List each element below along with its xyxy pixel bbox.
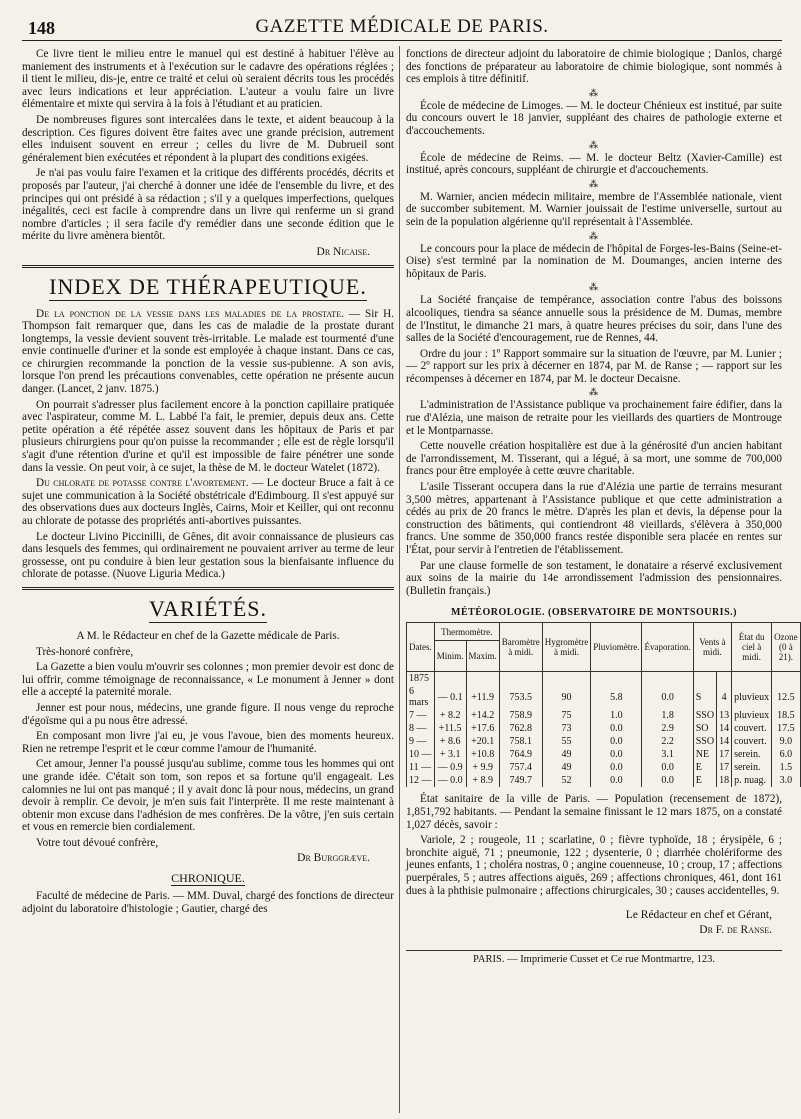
meteo-cell-date: 11 — xyxy=(407,761,435,774)
index-title xyxy=(22,274,394,300)
meteo-cell-evap: 2.9 xyxy=(642,722,693,735)
meteo-cell-hygro: 75 xyxy=(542,709,590,722)
meteo-header-minim: Minim. xyxy=(434,640,466,672)
letter-signature: Dr Burggræve. xyxy=(297,852,370,865)
meteo-header-evap: Évaporation. xyxy=(642,623,693,672)
meteo-cell-hygro: 49 xyxy=(542,761,590,774)
meteo-header-hygro: Hygromètre à midi. xyxy=(542,623,590,672)
meteo-cell-force: 17 xyxy=(717,748,732,761)
section-rule xyxy=(22,587,394,590)
separator-stars: ⁂ xyxy=(589,230,599,241)
meteo-cell-date: 12 — xyxy=(407,774,435,787)
meteo-cell-hygro: 55 xyxy=(542,735,590,748)
news-warnier: M. Warnier, ancien médecin militaire, membre de l'Assemblée nationale, vient de succomber subitement. M. Warnier jouissait de l'estime universelle, surtout au sein de la population algérienne qu'il représentait à l'Assemblée. xyxy=(406,190,782,228)
letter-salutation: Très-honoré confrère, xyxy=(36,645,134,658)
letter-paragraph: Jenner est pour nous, médecins, une grande figure. Il nous venge du reproche d'égoïsme qui a pu nous être adressé. xyxy=(22,701,394,727)
chronique-title-text: CHRONIQUE. xyxy=(171,871,245,886)
meteo-cell-max: +11.9 xyxy=(466,685,499,709)
letter-closing: Votre tout dévoué confrère, xyxy=(36,836,159,849)
section-rule xyxy=(22,265,394,268)
meteo-cell-baro: 762.8 xyxy=(499,722,542,735)
meteo-cell-date: 7 — xyxy=(407,709,435,722)
meteo-cell-baro: 758.9 xyxy=(499,709,542,722)
imprint-line: PARIS. — Imprimerie Cusset et Ce rue Montmartre, 123. xyxy=(406,950,782,965)
review-paragraph: Je n'ai pas voulu faire l'examen et la critique des différents procédés, décrits et proposés par l'auteur, j'ai cherché à donner une idée de l'ensemble du livre, et des principes qui ont présidé à sa rédaction ; s'il y a quelques imperfections, quelques inégalités, ceci est facile à comprendre dans un livre qui renferme un si grand nombre d'articles ; il sera facile d'y remédier dans une seconde édition que le mérite du livre amènera bientôt. xyxy=(22,167,394,243)
varietes-title-text: VARIÉTÉS. xyxy=(149,595,267,621)
review-paragraph: De nombreuses figures sont intercalées dans le texte, et aident beaucoup à la description. Ces figures doivent être faites avec une grande précision, autrement elles induisent souvent en erreur ; celles du livre de M. Dubrueil sont généralement bien exécutées et répondent à la plupart des conditions exigées. xyxy=(22,113,394,164)
meteo-cell-ciel: couvert. xyxy=(732,722,772,735)
meteo-cell-ciel: p. nuag. xyxy=(732,774,772,787)
meteo-cell-hygro: 52 xyxy=(542,774,590,787)
news-reims: École de médecine de Reims. — M. le docteur Beltz (Xavier-Camille) est institué, après concours, suppléant de chirurgie et d'accouchements. xyxy=(406,151,782,177)
meteo-cell-force: 18 xyxy=(717,774,732,787)
review-paragraph: Ce livre tient le milieu entre le manuel qui est destiné à habituer l'élève au maniement des instruments et à l'exécution sur le cadavre des opérations réglées ; il tient le milieu, dis-je, entre ce traité et celui où seraient décrits tous les procédés avec leurs indications et leur appréciation. L'auteur a voulu faire un livre élémentaire et mixte qui servira à la fois à l'étudiant et au praticien. xyxy=(22,48,394,111)
meteo-cell-force: 14 xyxy=(717,722,732,735)
news-temperance: La Société française de tempérance, association contre l'abus des boissons alcooliques, tiendra sa séance annuelle sous la présidence de M. Dumas, membre de l'Institut, le dimanche 21 mars, à quatre heures précises du soir, dans l'une des salles de la Société d'encouragement, rue de Rennes, 44. xyxy=(406,294,782,345)
meteo-cell-min: — 0.9 xyxy=(434,761,466,774)
meteo-year-row xyxy=(407,672,801,686)
meteo-cell-vent: SSO xyxy=(693,709,716,722)
meteo-body xyxy=(407,672,801,788)
meteo-cell-max: + 8.9 xyxy=(466,774,499,787)
meteo-cell-pluvio: 0.0 xyxy=(591,735,642,748)
meteo-cell-ozone: 1.5 xyxy=(772,761,801,774)
meteo-cell-pluvio: 0.0 xyxy=(591,748,642,761)
separator-stars: ⁂ xyxy=(589,282,599,293)
meteo-cell-ozone: 9.0 xyxy=(772,735,801,748)
meteo-cell-baro: 753.5 xyxy=(499,685,542,709)
sanitaire-details: Variole, 2 ; rougeole, 11 ; scarlatine, 0 ; fièvre typhoïde, 18 ; érysipèle, 6 ; bronchite aiguë, 71 ; pneumonie, 122 ; dysenterie, 0 ; diarrhée cholériforme des jeunes enfants, 1 ; choléra nostras, 0 ; angine couenneuse, 10 ; croup, 17 ; affections puerpérales, 5 ; autres affections aiguës, 269 ; affections chroniques, 461, dont 161 dues à la phthisie pulmonaire ; affections chirurgicales, 30 ; causes accidentelles, 9. xyxy=(406,834,783,897)
column-divider xyxy=(399,46,400,1113)
meteo-cell-max: +14.2 xyxy=(466,709,499,722)
meteo-cell-baro: 757.4 xyxy=(499,761,542,774)
meteo-cell-vent: E xyxy=(693,774,716,787)
separator-stars: ⁂ xyxy=(589,139,599,150)
news-assistance: L'asile Tisserant occupera dans la rue d'Alézia une partie de terrains mesurant 3,500 mètres, appartenant à l'Assistance publique et que cette administration a cédés au prix de 20 francs le mètre. D'après les plan et devis, la dépense pour la construction des bâtiments, qui contiendront 48 vieillards, s'élèvera à 350,000 francs. Une somme de 350,000 francs restée disponible sera placée en rentes sur l'État, pour servir à l'entretien de l'établissement. xyxy=(406,481,782,556)
meteo-cell-ozone: 6.0 xyxy=(772,748,801,761)
meteo-cell-ciel: serein. xyxy=(732,761,772,774)
news-forges: Le concours pour la place de médecin de l'hôpital de Forges-les-Bains (Seine-et-Oise) s'est terminé par la nomination de M. Doumanges, ancien interne des hôpitaux de Paris. xyxy=(406,242,782,280)
varietes-title xyxy=(22,596,394,622)
meteo-cell-min: — 0.1 xyxy=(434,685,466,709)
meteo-cell-ciel: pluvieux xyxy=(732,709,772,722)
meteo-cell-ciel: pluvieux xyxy=(732,685,772,709)
meteo-cell-evap: 1.8 xyxy=(642,709,693,722)
meteo-cell-pluvio: 5.8 xyxy=(591,685,642,709)
meteo-cell-min: + 3.1 xyxy=(434,748,466,761)
article-heading: Du chlorate de potasse contre l'avortement. xyxy=(36,477,249,490)
meteo-cell-max: +17.6 xyxy=(466,722,499,735)
meteo-cell-pluvio: 0.0 xyxy=(591,722,642,735)
meteo-cell-ozone: 18.5 xyxy=(772,709,801,722)
meteo-cell-min: — 0.0 xyxy=(434,774,466,787)
meteo-cell-evap: 2.2 xyxy=(642,735,693,748)
meteo-cell-pluvio: 1.0 xyxy=(591,709,642,722)
meteo-row xyxy=(407,709,801,722)
meteo-cell-vent: NE xyxy=(693,748,716,761)
meteo-cell-date: 8 — xyxy=(407,722,435,735)
meteo-title: MÉTÉOROLOGIE. (OBSERVATOIRE DE MONTSOURIS.) xyxy=(451,607,737,619)
meteo-header-pluvio: Pluviomètre. xyxy=(591,623,642,672)
meteo-cell-ozone: 17.5 xyxy=(772,722,801,735)
article-text: — Sir H. Thompson fait remarquer que, dans les cas de maladie de la prostate durant longtemps, la vessie devient souvent très-irritable. Le malade est tourmenté d'une envie continuelle d'uriner et la sonde est employée à chaque instant. Dans ce cas, ce chirurgien recommande la ponction de la vessie sus-pubienne. A son avis, lorsque l'on prend les précautions convenables, cette opération ne présente aucun danger. (Lancet, 2 janv. 1875.) xyxy=(22,307,394,396)
separator-stars: ⁂ xyxy=(589,387,599,398)
meteo-cell-force: 13 xyxy=(717,709,732,722)
meteo-cell-hygro: 90 xyxy=(542,685,590,709)
meteo-cell-force: 4 xyxy=(717,685,732,709)
meteo-table xyxy=(406,622,801,787)
news-assistance: Cette nouvelle création hospitalière est due à la générosité d'un ancien habitant de l'arrondissement, M. Tisserant, qui a légué, à sa mort, une somme de 700,000 francs pour être employée à cette œuvre charitable. xyxy=(406,440,782,478)
article-paragraph: Le docteur Livino Piccinilli, de Gênes, dit avoir connaissance de plusieurs cas dans lesquels des femmes, qui ordinairement ne pouvaient arriver au terme de leur grossesse, ont pu conduire à bien leur gestation sous la bienfaisante influence du chlorate de potasse. (Nuove Liguria Medica.) xyxy=(22,530,394,581)
sanitaire-intro: État sanitaire de la ville de Paris. — Population (recensement de 1872), 1,851,792 habitants. — Pendant la semaine finissant le 12 mars 1875, on a constaté 1,027 décès, savoir : xyxy=(406,793,782,831)
article-ponction xyxy=(22,308,394,396)
meteo-row xyxy=(407,761,801,774)
news-temperance-agenda: Ordre du jour : 1º Rapport sommaire sur la situation de l'œuvre, par M. Lunier ; — 2º rapport sur les prix à décerner en 1874, par M. de Ranse ; — rapport sur les récompenses à décerner en 1874, par M. le docteur Decaisne. xyxy=(406,347,782,385)
left-column xyxy=(22,48,394,1113)
meteo-row xyxy=(407,748,801,761)
meteo-cell-pluvio: 0.0 xyxy=(591,774,642,787)
review-signature: Dr Nicaise. xyxy=(316,245,370,258)
index-title-text: INDEX DE THÉRAPEUTIQUE. xyxy=(49,273,367,299)
meteo-cell-evap: 0.0 xyxy=(642,685,693,709)
letter-paragraph: La Gazette a bien voulu m'ouvrir ses colonnes ; mon premier devoir est donc de lui offrir, comme témoignage de reconnaissance, « Le monument à Jenner » dont elle a accepté la paternité morale. xyxy=(22,661,394,699)
meteo-header-thermo: Thermomètre. xyxy=(434,623,499,640)
meteo-row xyxy=(407,722,801,735)
meteo-header-dates: Dates. xyxy=(407,623,435,672)
meteo-cell-date: 10 — xyxy=(407,748,435,761)
meteo-cell-ozone: 3.0 xyxy=(772,774,801,787)
meteo-cell-min: +11.5 xyxy=(434,722,466,735)
meteo-cell-max: + 9.9 xyxy=(466,761,499,774)
meteo-cell-max: +10.8 xyxy=(466,748,499,761)
separator-stars: ⁂ xyxy=(589,178,599,189)
meteo-cell-vent: S xyxy=(693,685,716,709)
meteo-cell-pluvio: 0.0 xyxy=(591,761,642,774)
meteo-cell-vent: SO xyxy=(693,722,716,735)
meteo-row xyxy=(407,685,801,709)
article-heading: De la ponction de la vessie dans les maladies de la prostate. xyxy=(36,307,344,320)
meteo-cell-vent: SSO xyxy=(693,735,716,748)
news-limoges: École de médecine de Limoges. — M. le docteur Chénieux est institué, par suite du concours ouvert le 18 janvier, suppléant des chaires de pathologie externe et d'accouchements. xyxy=(406,99,782,137)
separator-stars: ⁂ xyxy=(589,87,599,98)
chronique-paragraph: Faculté de médecine de Paris. — MM. Duval, chargé des fonctions de directeur adjoint du laboratoire d'histologie ; Gautier, chargé des xyxy=(22,890,394,915)
meteo-cell-date: 9 — xyxy=(407,735,435,748)
meteo-header-maxim: Maxim. xyxy=(466,640,499,672)
meteo-cell-force: 14 xyxy=(717,735,732,748)
meteo-cell-min: + 8.2 xyxy=(434,709,466,722)
meteo-header-ozone: Ozone (0 à 21). xyxy=(772,623,801,672)
meteo-cell-ozone: 12.5 xyxy=(772,685,801,709)
meteo-cell-force: 17 xyxy=(717,761,732,774)
meteo-cell-evap: 0.0 xyxy=(642,774,693,787)
meteo-header-baro: Baromètre à midi. xyxy=(499,623,542,672)
article-text: — Le docteur Bruce a fait à ce sujet une communication à la Société obstétricale d'Edimbourg. Il s'est appuyé sur des observations dues aux docteurs Inglès, Cairns, Moir et Keiller, qui ont reconnu au chlorate de potasse des propriétés anti-abortives puissantes. xyxy=(22,477,395,527)
article-chlorate xyxy=(22,477,394,527)
meteo-cell-ciel: couvert. xyxy=(732,735,772,748)
meteo-row xyxy=(407,774,801,787)
meteo-cell-baro: 749.7 xyxy=(499,774,542,787)
meteo-row xyxy=(407,735,801,748)
meteo-cell-baro: 764.9 xyxy=(499,748,542,761)
chronique-title xyxy=(22,871,394,886)
article-paragraph: On pourrait s'adresser plus facilement encore à la ponction capillaire pratiquée avec l'aspirateur, comme M. L. Labbé l'a fait, le premier, depuis deux ans. Cette petite opération a été répétée assez souvent dans les hôpitaux de Paris et par plusieurs chirurgiens pour qu'on puisse la recommander ; elle est de règle lorsqu'il s'agit d'une rétention d'urine et qu'il est impossible de faire pénétrer une sonde dans la vessie. On peut voir, à ce sujet, la thèse de M. le docteur Watelet (1872). xyxy=(22,398,394,474)
meteo-cell-evap: 3.1 xyxy=(642,748,693,761)
meteo-cell-max: +20.1 xyxy=(466,735,499,748)
meteo-cell-evap: 0.0 xyxy=(642,761,693,774)
news-assistance: L'administration de l'Assistance publique va prochainement faire édifier, dans la rue d'Alézia, une maison de retraite pour les vieillards des quartiers de Montrouge et le Montparnasse. xyxy=(406,399,782,437)
letter-paragraph: En composant mon livre j'ai eu, je vous l'avoue, bien des moments heureux. Rien ne retrempe l'esprit et le cœur comme l'amour de l'humanité. xyxy=(22,730,394,755)
page-header xyxy=(22,10,782,41)
right-column xyxy=(406,48,798,1113)
news-assistance: Par une clause formelle de son testament, le donataire a réservé exclusivement aux soins de la mairie du 14e arrondissement l'admission des pensionnaires. (Bulletin français.) xyxy=(406,559,782,597)
meteo-cell-hygro: 73 xyxy=(542,722,590,735)
chronique-continued: fonctions de directeur adjoint du laboratoire de chimie biologique ; Danlos, chargé des fonctions de préparateur au laboratoire de chimie biologique, sont nommés à ces emplois à titre définitif. xyxy=(406,48,782,86)
meteo-cell-baro: 758.1 xyxy=(499,735,542,748)
letter-paragraph: Cet amour, Jenner l'a poussé jusqu'au sublime, comme tous les hommes qui ont une grande idée. C'était son tom, son repos et sa fortune qu'il engageait. Les calomnies ne lui ont pas manqué ; il y avait donc là pour nous, médecins, un grand devoir à remplir. Ce devoir, je m'en suis fait l'interprète. Il me reste maintenant à obtenir mon excuse dans l'adhésion de mes confrères. De la vôtre, j'en suis certain et vous en remercie bien cordialement. xyxy=(22,758,394,834)
meteo-cell-min: + 8.6 xyxy=(434,735,466,748)
page-number: 148 xyxy=(28,18,55,38)
meteo-cell-date: 6 mars xyxy=(407,685,435,709)
meteo-year: 1875 xyxy=(407,672,435,686)
meteo-cell-hygro: 49 xyxy=(542,748,590,761)
meteo-header-ciel: État du ciel à midi. xyxy=(732,623,772,672)
meteo-cell-vent: E xyxy=(693,761,716,774)
meteo-header-vents: Vents à midi. xyxy=(693,623,731,672)
journal-title: GAZETTE MÉDICALE DE PARIS. xyxy=(255,16,549,37)
editor-line: Le Rédacteur en chef et Gérant, xyxy=(625,909,772,922)
meteo-cell-ciel: serein. xyxy=(732,748,772,761)
editor-name: Dr F. de Ranse. xyxy=(699,923,772,936)
letter-address: A M. le Rédacteur en chef de la Gazette médicale de Paris. xyxy=(76,629,340,642)
